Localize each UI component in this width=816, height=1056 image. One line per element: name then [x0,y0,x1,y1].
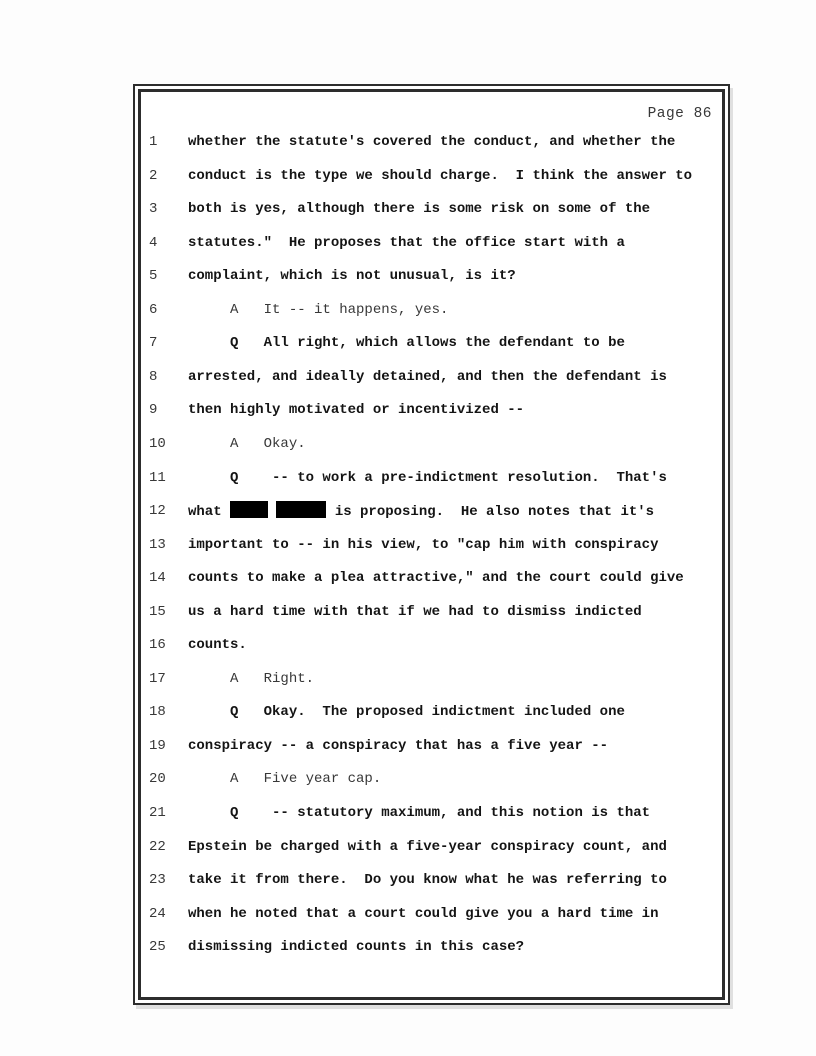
line-text: whether the statute's covered the conduct, and whether the [188,134,676,150]
line-number: 16 [149,637,166,654]
transcript-line [135,333,728,353]
line-text: conduct is the type we should charge. I think the answer to [188,167,693,184]
line-text: statutes." He proposes that the office start with a [188,234,625,251]
transcript-line [135,434,728,454]
line-text: important to -- in his view, to "cap him with conspiracy [188,536,659,553]
redaction-box [230,501,268,518]
line-text: A Okay. [188,435,306,452]
line-text: Q Okay. The proposed indictment included one [188,704,625,721]
line-number: 21 [149,805,166,821]
transcript-line [135,837,728,857]
transcript-line [135,669,728,689]
line-text: complaint, which is not unusual, is it? [188,268,516,285]
line-text: Q -- to work a pre-indictment resolution. That's [188,469,667,486]
line-number: 3 [149,201,158,218]
line-text: us a hard time with that if we had to dismiss indicted [188,603,642,620]
transcript-line [135,199,728,219]
line-number: 1 [149,134,158,150]
line-text: counts to make a plea attractive," and the court could give [188,570,684,587]
line-number: 23 [149,872,166,889]
transcript-line [135,132,728,152]
line-text: counts. [188,637,247,654]
transcript-line [135,635,728,655]
line-text: when he noted that a court could give you a hard time in [188,905,659,922]
line-number: 13 [149,536,166,553]
line-text: A It -- it happens, yes. [188,301,449,318]
line-number: 7 [149,335,158,352]
transcript-line [135,568,728,588]
transcript-line [135,233,728,253]
line-text: A Right. [188,670,315,687]
line-text: conspiracy -- a conspiracy that has a five year -- [188,737,609,754]
transcript-line [135,367,728,387]
line-number: 6 [149,301,158,318]
line-number: 14 [149,570,166,587]
transcript-line [135,300,728,320]
line-number: 25 [149,939,166,956]
page-border-frame [133,84,730,1005]
line-text: both is yes, although there is some risk on some of the [188,201,651,218]
page-number-label: Page 86 [647,106,712,122]
line-text: Q -- statutory maximum, and this notion is that [188,805,651,821]
transcript-line [135,602,728,622]
transcript-line [135,702,728,722]
line-number: 19 [149,737,166,754]
line-number: 18 [149,704,166,721]
transcript-line [135,769,728,789]
line-number: 9 [149,402,158,419]
line-text: dismissing indicted counts in this case? [188,939,525,956]
transcript-line [135,501,728,521]
line-number: 15 [149,603,166,620]
line-number: 10 [149,435,166,452]
line-number: 12 [149,503,166,520]
transcript-line [135,870,728,890]
line-text: Epstein be charged with a five-year conspiracy count, and [188,838,667,855]
line-number: 8 [149,368,158,385]
line-text: A Five year cap. [188,771,382,788]
line-text: then highly motivated or incentivized -- [188,402,525,419]
line-text: Q All right, which allows the defendant to be [188,335,625,352]
redaction-box [276,501,326,518]
transcript-line [135,736,728,756]
line-number: 11 [149,469,166,486]
line-text: take it from there. Do you know what he was referring to [188,872,667,889]
line-number: 4 [149,234,158,251]
transcript-line [135,400,728,420]
transcript-line [135,803,728,823]
line-number: 2 [149,167,158,184]
line-text: what is proposing. He also notes that it's [188,501,654,522]
transcript-line [135,468,728,488]
line-number: 17 [149,670,166,687]
line-number: 20 [149,771,166,788]
line-text: arrested, and ideally detained, and then the defendant is [188,368,667,385]
transcript-line [135,937,728,957]
line-number: 5 [149,268,158,285]
transcript-line [135,904,728,924]
transcript-line [135,166,728,186]
line-number: 24 [149,905,166,922]
line-number: 22 [149,838,166,855]
transcript-line [135,535,728,555]
transcript-line [135,266,728,286]
